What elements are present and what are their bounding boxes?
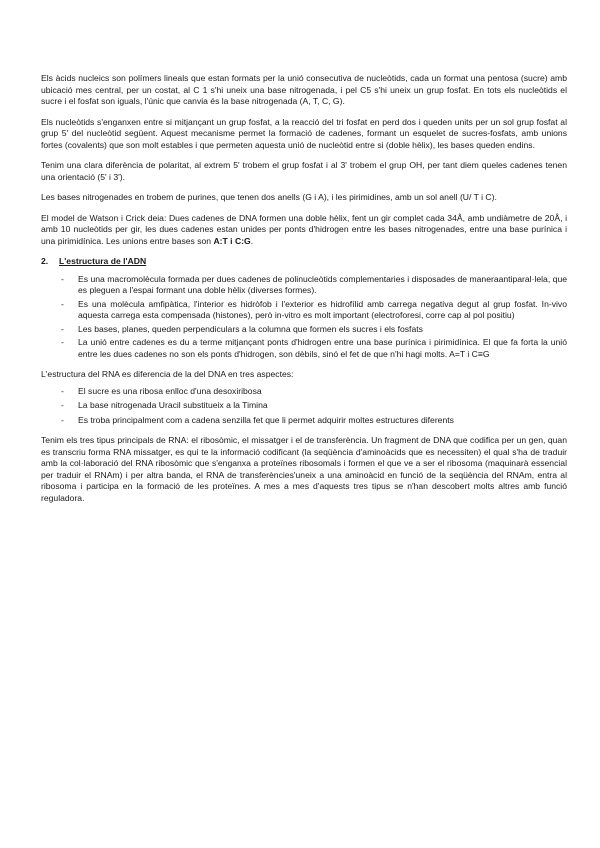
list-item-text: Les bases, planes, queden perpendiculars a la columna que formen els sucres i els fosfats [78,323,423,334]
document-page [41,73,567,513]
list-item [41,337,567,360]
paragraph-rna-types: Tenim els tres tipus principals de RNA: el ribosòmic, el missatger i el de transferència. Un fragment de DNA que codifica per un gen, quan es transcriu forma RNA missatger, es qui te la informació codificant (la seqüència d'aminoàcids que es necessiten) el qual s'ha de traduir amb la col·laboració del RNA ribosòmic que s'enganxa a proteïnes ribosomals i formen el que ve a ser el ribosoma (maquinarà essencial per traduir el RNAm) i per altra banda, el RNA de transferències'uneix a una aminoàcid en funció de la seqüència del RNAm, entra al ribosoma i participa en la formació de les proteïnes. A mes a mes d'aquests tres tipus se n'han descobert molts altres amb funció reguladora. [41,435,567,503]
dna-bullet-list [41,274,567,361]
bullet-dash: - [61,273,64,284]
list-item [41,299,567,322]
list-item-text: Es una molècula amfipàtica, l'interior es hidròfob i l'exterior es hidrofílid amb carrega negativa degut al grup fosfat. In-vivo aquesta carrega esta compensada (histones), però in-vitro es molt important (electroforesi, corre cap al pol positiu) [78,298,567,320]
paragraph-nitrogenous-bases: Les bases nitrogenades en trobem de purines, que tenen dos anells (G i A), i les pirimidines, amb un sol anell (U/ T i C). [41,192,497,202]
bullet-dash: - [61,298,64,309]
bullet-dash: - [61,400,64,410]
section-number: 2. [41,256,49,266]
list-item-text: Es troba principalment com a cadena senzilla fet que li permet adquirir moltes estructures diferents [78,414,454,425]
list-item-text: La base nitrogenada Uracil substitueix a la Timina [78,400,268,410]
bullet-dash: - [61,385,64,396]
section-heading [41,256,567,268]
watson-crick-end: . [250,235,254,246]
list-item [41,274,567,297]
list-item [41,400,567,412]
paragraph-nucleic-acids: Els àcids nucleics son polímers lineals que estan formats per la unió consecutiva de nucleòtids, cada un format una pentosa (sucre) amb ubicació mes central, per un costat, al C 1 s'hi uneix una base nitrogenada, i pel C5 s'hi uneix un grup fosfat. En tots els nucleòtids el sucre i el fosfat son iguals, l'únic que canvia és la base nitrogenada (A, T, C, G). [41,73,567,106]
list-item [41,386,567,398]
section-title: L'estructura de l'ADN [59,256,147,266]
paragraph-watson-crick [41,213,567,248]
paragraph-nucleotide-bonds: Els nucleòtids s'enganxen entre si mitjançant un grup fosfat, a la reacció del tri fosfat en perd dos i queden units per un sol grup fosfat al grup 5' del nucleòtid següent. Aquest mecanisme permet la formació de cadenes, formant un esquelet de sucres-fosfats, amb unions fortes (covalents) que son molt estables i que permeten aquesta unió de nucleòtid entre si (doble hèlix), les bases queden endins. [41,116,567,150]
list-item-text: El sucre es una ribosa enlloc d'una desoxiribosa [78,385,262,396]
bullet-dash: - [61,323,64,334]
base-pairing-bold: A:T i C:G [213,235,251,246]
list-item-text: La unió entre cadenes es du a terme mitjançant ponts d'hidrogen entre una base purínica i pirimidínica. El que fa forta la unió entre les dues cadenes no son els ponts d'hidrogen, son dèbils, sinó el fet de que n'hi hagi molts. A=T i C≡G [78,337,567,359]
watson-crick-text: El model de Watson i Crick deia: Dues cadenes de DNA formen una doble hèlix, fent un gir complet cada 34Å, amb undiàmetre de 20Å, i amb 10 nucleòtids per gir, les dues cadenes estan unides per ponts d'hidrogen entre les bases nitrogenades, entre una base purínica i una pirimidínica. Les unions entre bases son [41,212,567,246]
rna-bullet-list [41,386,567,427]
paragraph-polarity: Tenim una clara diferència de polaritat, al extrem 5' trobem el grup fosfat i al 3' trobem el grup OH, per tant diem queles cadenes tenen una orientació (5' i 3'). [41,160,567,182]
list-item [41,415,567,427]
bullet-dash: - [61,337,64,347]
bullet-dash: - [61,414,64,425]
list-item-text: Es una macromolècula formada per dues cadenes de polinucleòtids complementaries i disposades de maneraantiparal·lela, que es pleguen a l'espai formant una doble hèlix (diverses formes). [78,273,567,295]
list-item [41,324,567,336]
paragraph-rna-intro: L'estructura del RNA es diferencia de la del DNA en tres aspectes: [41,369,294,379]
